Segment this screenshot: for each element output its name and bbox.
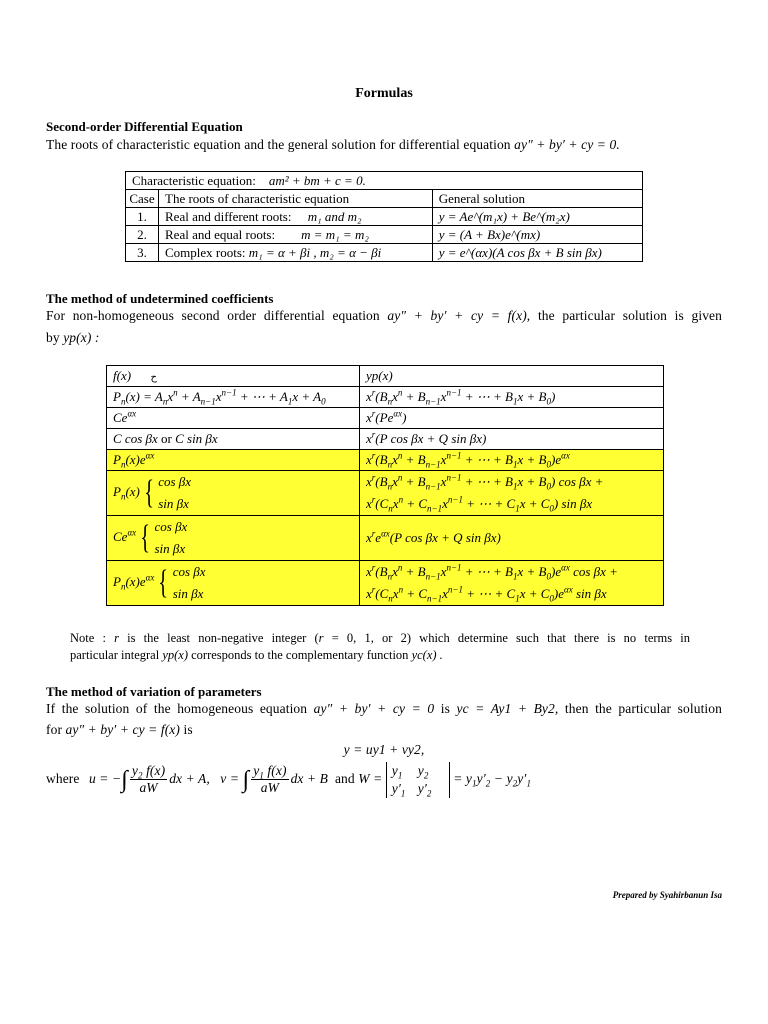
section3-text-2: for ay″ + by′ + cy = f(x) is bbox=[46, 722, 193, 737]
footer-credit: Prepared by Syahirbanun Isa bbox=[612, 890, 722, 900]
yp-cell: $x^r(P$ cos βx + Q sin βx) bbox=[360, 429, 664, 450]
solution-cell: y = (A + Bx)e^(mx) bbox=[432, 226, 642, 244]
note-line-1: Note : r is the least non-negative integer (r = 0, 1, or 2) which determine such that there is no terms in bbox=[70, 631, 691, 645]
particular-solution-formula: y = uy1 + vy2, bbox=[343, 742, 425, 757]
section-heading-undetermined: The method of undetermined coefficients bbox=[46, 291, 274, 306]
yp-cell: $x^r(B_nx^n + B_{n-1}x^{n-1}$ + ⋯ + $B_1x + B_0)e^{\alpha x}$ cos βx + $x^r(C_nx^n + C_{n-1}x^{n-1}$ + ⋯ + $C_1x + C_0)e^{\alpha x}$ sin βx bbox=[360, 561, 664, 606]
yp-cell: $x^r(B_nx^n + B_{n-1}x^{n-1}$ + ⋯ + $B_1x + B_0$) bbox=[360, 387, 664, 408]
section3-text: If the solution of the homogeneous equation ay″ + by′ + cy = 0 is yc = Ay1 + By2, then the particular solution bbox=[46, 701, 722, 716]
case-number: 2. bbox=[126, 226, 159, 244]
solution-cell: y = Ae^(m₁x) + Be^(m₂x) bbox=[432, 208, 642, 226]
col-header-f: f(x) ح bbox=[107, 366, 360, 387]
roots-cell: Real and different roots: m₁ and m₂ bbox=[159, 208, 433, 226]
section-heading-variation: The method of variation of parameters bbox=[46, 684, 262, 699]
page-title: Formulas bbox=[355, 86, 413, 101]
section2-text: For non-homogeneous second order differential equation ay″ + by′ + cy = f(x), the particular solution is given bbox=[46, 308, 722, 323]
solution-cell: y = e^(αx)(A cos βx + B sin βx) bbox=[432, 244, 642, 262]
f-cell: C cos βx or C sin βx bbox=[107, 429, 360, 450]
yp-cell: $x^r(B_nx^n + B_{n-1}x^{n-1}$ + ⋯ + $B_1x + B_0$) cos βx + $x^r(C_nx^n + C_{n-1}x^{n-1}$ + ⋯ + $C_1x + C_0$) sin βx bbox=[360, 471, 664, 516]
f-cell: $Ce^{\alpha x}$ { cos βx sin βx bbox=[107, 516, 360, 561]
f-cell: $P_n(x) = A_nx^n + A_{n-1}x^{n-1}$ + ⋯ + $A_1x + A_0$ bbox=[107, 387, 360, 408]
particular-solution-table bbox=[106, 365, 664, 606]
col-header-case: Case bbox=[126, 190, 159, 208]
note-line-2: particular integral yp(x) corresponds to the complementary function yc(x) . bbox=[70, 648, 443, 662]
col-header-roots: The roots of characteristic equation bbox=[159, 190, 433, 208]
section1-text: The roots of characteristic equation and the general solution for differential equation ay″ + by′ + cy = 0. bbox=[46, 137, 620, 152]
f-cell: $Ce^{\alpha x}$ bbox=[107, 408, 360, 429]
col-header-yp: yp(x) bbox=[360, 366, 664, 387]
col-header-solution: General solution bbox=[432, 190, 642, 208]
yp-cell: $x^r(B_nx^n + B_{n-1}x^{n-1}$ + ⋯ + $B_1x + B_0)e^{\alpha x}$ bbox=[360, 450, 664, 471]
section-heading-second-order: Second-order Differential Equation bbox=[46, 119, 243, 134]
case-number: 1. bbox=[126, 208, 159, 226]
roots-cell: Real and equal roots: m = m₁ = m₂ bbox=[159, 226, 433, 244]
parameter-formulas: where u = −∫ $\frac{y_2 f(x)}{aW}$ dx + A, v = ∫ $\frac{y_1 f(x)}{aW}$ dx + B and $W = y_1$ $y_2$ $y'_1$ $y'_2 = y_1y'_2 - y_2y'_1$ bbox=[46, 762, 532, 799]
section2-text-2: by yp(x) : bbox=[46, 330, 100, 345]
f-cell: $P_n(x)e^{\alpha x}$ bbox=[107, 450, 360, 471]
yp-cell: $x^re^{\alpha x}(P$ cos βx + Q sin βx) bbox=[360, 516, 664, 561]
char-equation-cell: Characteristic equation: am² + bm + c = 0. bbox=[126, 172, 643, 190]
f-cell: $P_n(x)$ { cos βx sin βx bbox=[107, 471, 360, 516]
f-cell: $P_n(x)e^{\alpha x}$ { cos βx sin βx bbox=[107, 561, 360, 606]
characteristic-table bbox=[125, 171, 643, 262]
case-number: 3. bbox=[126, 244, 159, 262]
roots-cell: Complex roots: m₁ = α + βi , m₂ = α − βi bbox=[159, 244, 433, 262]
yp-cell: $x^r(Pe^{\alpha x})$ bbox=[360, 408, 664, 429]
